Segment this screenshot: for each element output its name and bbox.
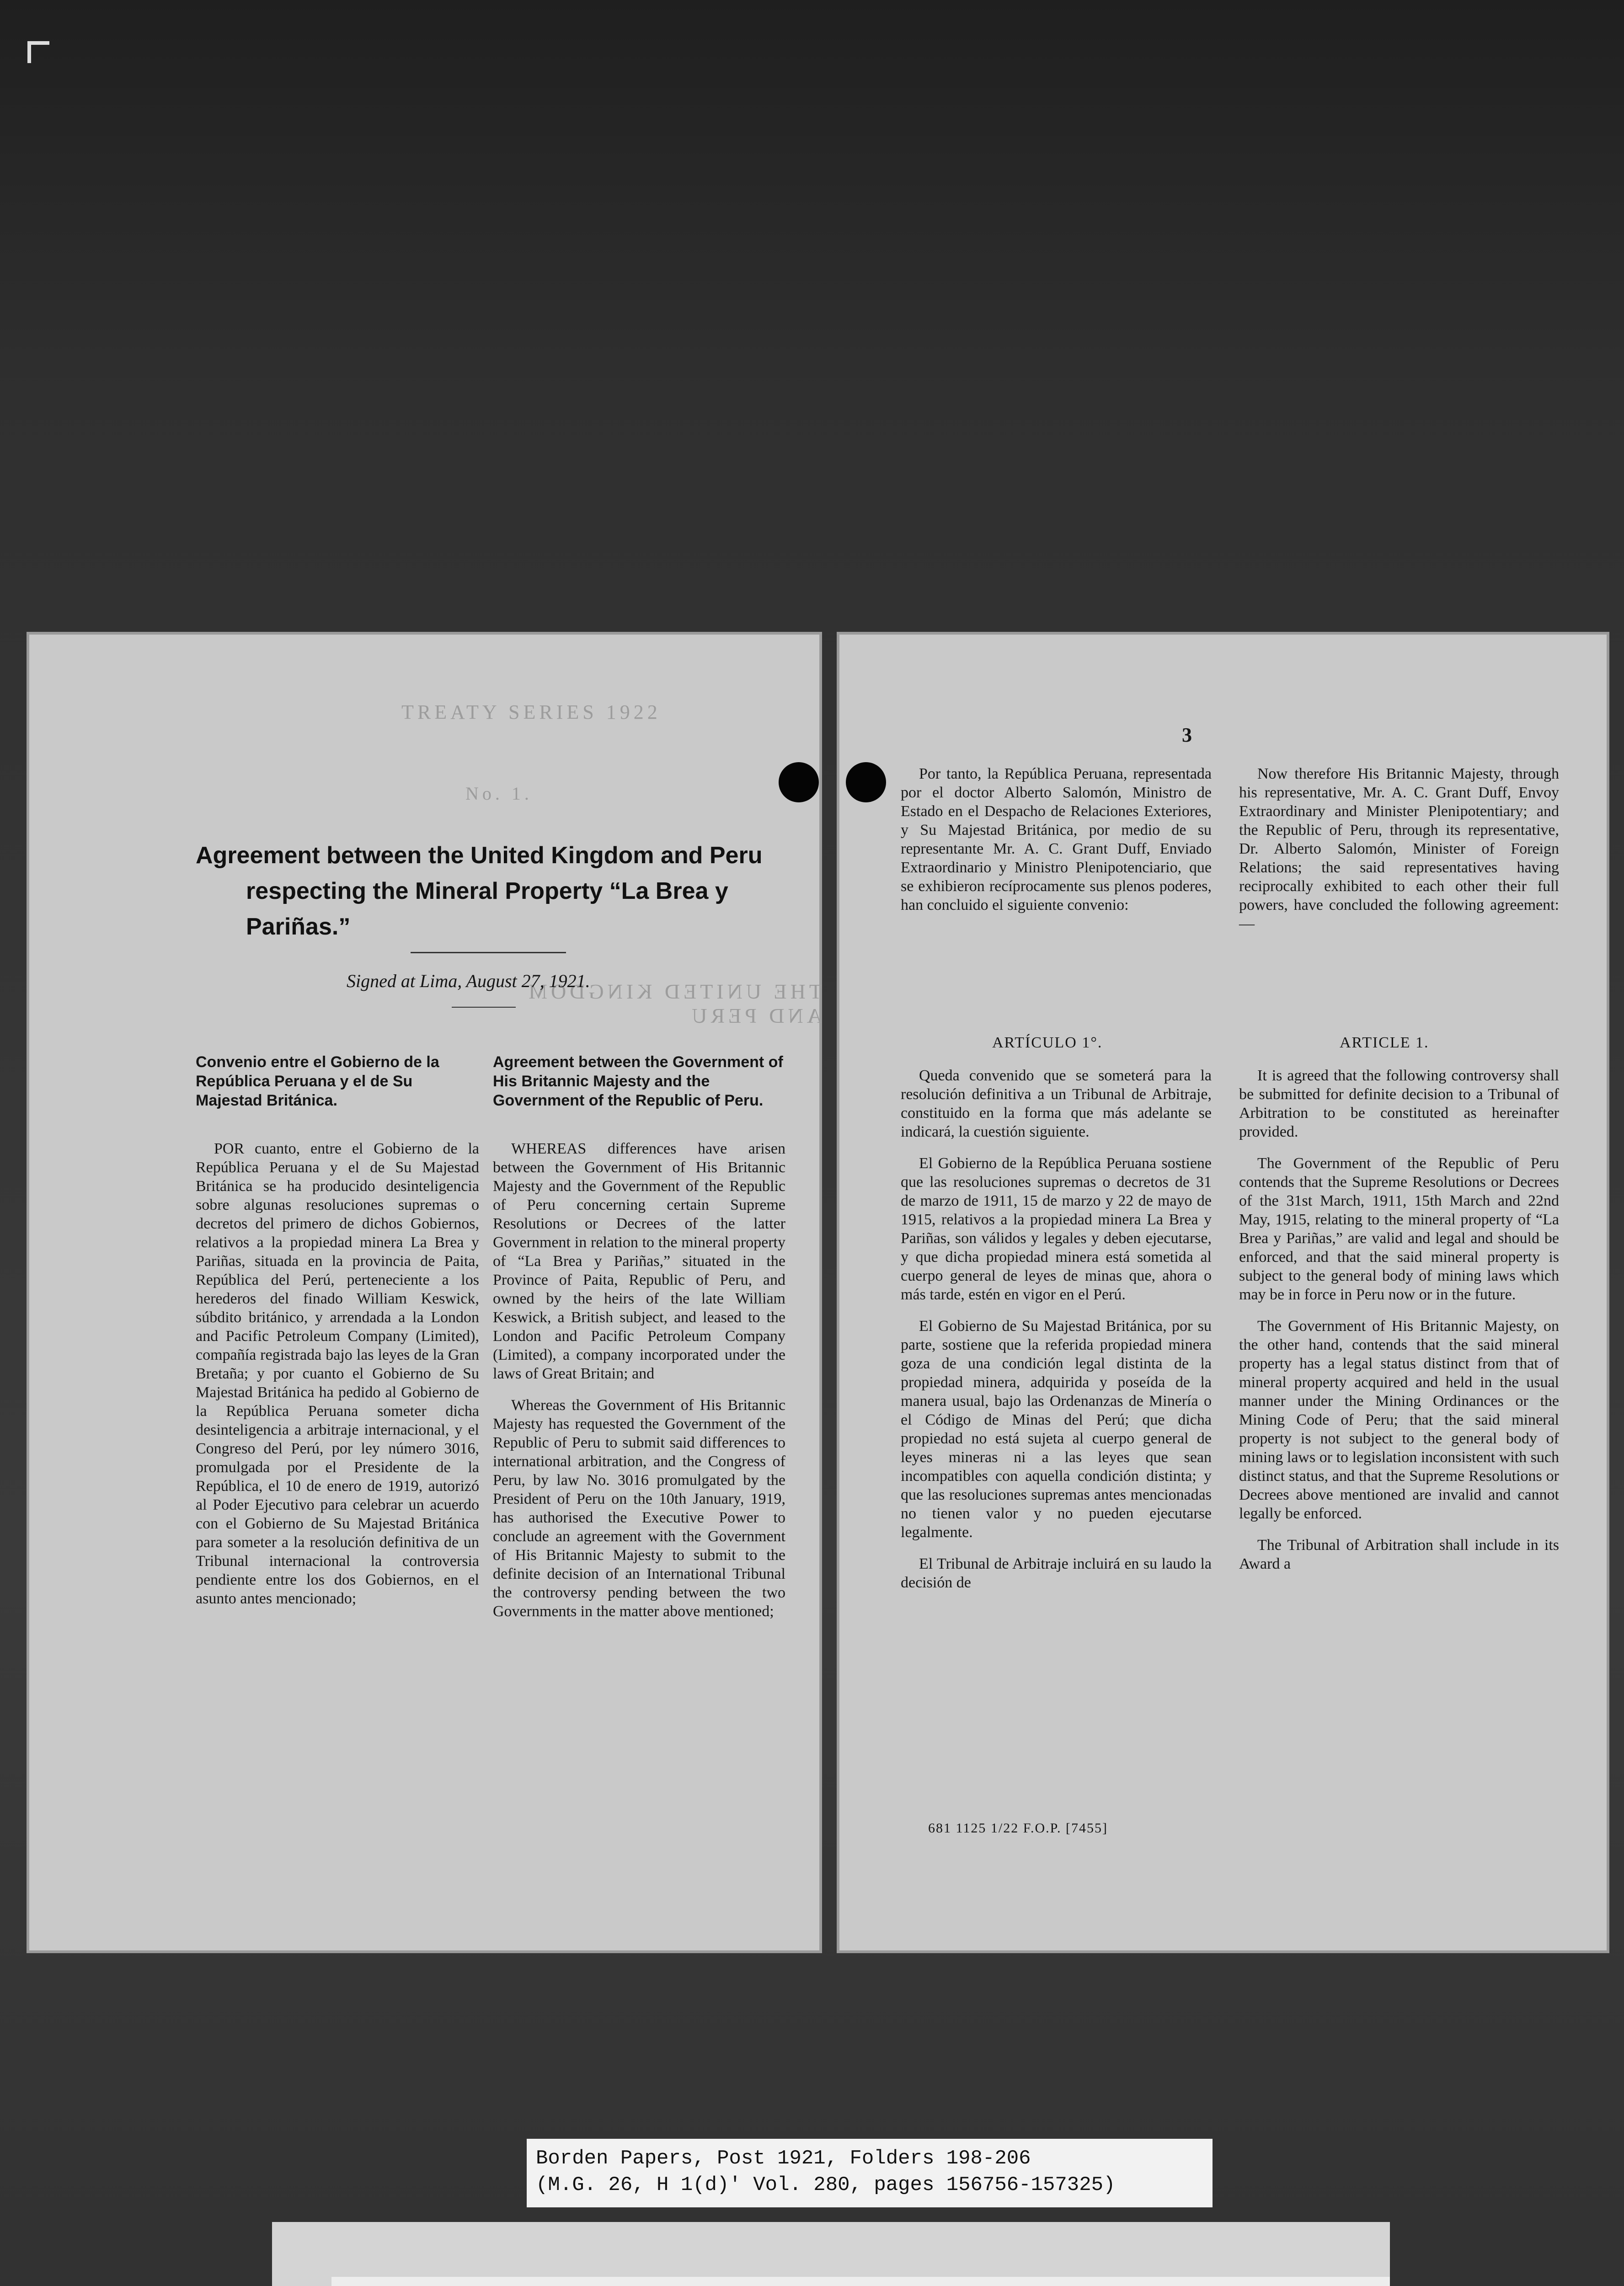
- spanish-article-p3: El Gobierno de Su Majestad Británica, por su parte, sostiene que la referida propiedad minera goza de una condición legal distinta de la propiedad minera, adquirida y poseída de la manera usual, bajo las Ordenanzas de Minería o el Código de Minas del Perú; que dicha propiedad no está sujeta al cuerpo general de leyes mineras ni a las leyes que sean incompatibles con aquella condición distinta; y que las resoluciones supremas antes mencionadas no tienen valor y no pueden ejecutarse legalmente.: [901, 1318, 1212, 1541]
- caption-line-2: (M.G. 26, H 1(d)' Vol. 280, pages 156756-157325): [536, 2174, 1116, 2196]
- english-preamble-1: WHEREAS differences have arisen between the Government of His Britannic Majesty and the Government of the Republic of Peru concerning certain Supreme Resolutions or Decrees of the latter Government in relation to the mineral property of “La Brea y Pariñas,” situated in the Province of Paita, Republic of Peru, and owned by the heirs of the late William Keswick, a British subject, and leased to the London and Pacific Petroleum Company (Limited), a company incorporated under the laws of Great Britain; and: [493, 1140, 785, 1382]
- archives-stamp: [272, 2222, 1390, 2286]
- english-intro-text: Now therefore His Britannic Majesty, through his representative, Mr. A. C. Grant Duff, Envoy Extraordinary and Minister Plenipotentiary; and the Republic of Peru, through its representative, Dr. Alberto Salomón, Minister of Foreign Relations; the said representatives having reciprocally exhibited to each other their full powers, have concluded the following agreement:—: [1239, 765, 1559, 932]
- left-page: [27, 632, 822, 1953]
- english-article-p4: The Tribunal of Arbitration shall include in its Award a: [1239, 1537, 1559, 1572]
- spanish-article-p1: Queda convenido que se someterá para la resolución definitiva a un Tribunal de Arbitraje, constituido en la forma que más adelante se indicará, la cuestión siguiente.: [901, 1067, 1212, 1140]
- spanish-article-p2: El Gobierno de la República Peruana sostiene que las resoluciones supremas o decretos de 31 de marzo de 1911, 15 de marzo y 22 de mayo de 1915, relativos a la propiedad minera La Brea y Pariñas, son válidos y legales y deben ejecutarse, y que dicha propiedad minera está sometida al cuerpo general de leyes de minas que, ahora o más tarde, estén en vigor en el Perú.: [901, 1155, 1212, 1303]
- spanish-intro-text: Por tanto, la República Peruana, representada por el doctor Alberto Salomón, Ministro de Estado en el Despacho de Relaciones Exteriores, y Su Majestad Británica, por medio de su representante Mr. A. C. Grant Duff, Enviado Extraordinario y Ministro Plenipotenciario, que se exhibieron recíprocamente sus plenos poderes, han concluido el siguiente convenio:: [901, 765, 1212, 913]
- english-article-text: [1239, 1066, 1559, 1586]
- signed-rule: [452, 1007, 516, 1008]
- spanish-article-heading: ARTÍCULO 1°.: [992, 1034, 1103, 1051]
- document-title: [196, 838, 817, 945]
- english-article-p3: The Government of His Britannic Majesty, on the other hand, contends that the said mineral property has a legal status distinct from that of mineral property acquired and held in the usual manner under the Mining Ordinances or the Mining Code of Peru; that the said mineral property is not subject to the general body of mining laws or to legislation inconsistent with such distinct status, and that the Supreme Resolutions or Decrees above mentioned are invalid and cannot legally be enforced.: [1239, 1318, 1559, 1522]
- right-page: [837, 632, 1609, 1953]
- spanish-article-text: [901, 1066, 1212, 1605]
- tape-strip-top: [272, 2222, 1390, 2277]
- english-column-heading: Agreement between the Government of His Britannic Majesty and the Government of the Republic of Peru.: [493, 1053, 783, 1109]
- caption-line-1: Borden Papers, Post 1921, Folders 198-206: [536, 2147, 1031, 2170]
- title-line-2: respecting the Mineral Property “La Brea y: [246, 878, 728, 904]
- signed-line: Signed at Lima, August 27, 1921.: [347, 971, 590, 991]
- archive-caption: [527, 2139, 1213, 2207]
- spanish-column-heading: Convenio entre el Gobierno de la República Peruana y el de Su Majestad Británica.: [196, 1053, 439, 1109]
- ghost-title: THE UNITED KINGDOM AND PERU: [525, 980, 822, 1027]
- film-corner-mark: [27, 41, 49, 63]
- punch-hole-left: [779, 762, 819, 802]
- english-preamble-2: Whereas the Government of His Britannic Majesty has requested the Government of the Republic of Peru to submit said differences to international arbitration, and the Congress of Peru, by law No. 3016 promulgated by the President of Peru on the 10th January, 1919, has authorised the Executive Power to conclude an agreement with the Government of His Britannic Majesty to submit to the definite decision of an International Tribunal the controversy pending between the two Governments in the matter above mentioned;: [493, 1397, 785, 1620]
- english-column-text: [493, 1139, 785, 1634]
- spanish-article-p4: El Tribunal de Arbitraje incluirá en su laudo la decisión de: [901, 1555, 1212, 1591]
- tape-strip-left: [272, 2222, 331, 2286]
- english-intro: [1239, 764, 1559, 946]
- ghost-number: No. 1.: [465, 783, 533, 804]
- ghost-header: TREATY SERIES 1922: [401, 701, 661, 723]
- title-rule: [411, 952, 566, 953]
- english-article-heading: ARTICLE 1.: [1340, 1034, 1429, 1051]
- title-line-1: Agreement between the United Kingdom and Peru: [196, 842, 763, 869]
- spanish-intro: [901, 764, 1212, 927]
- spanish-column-text: [196, 1139, 479, 1621]
- english-article-p2: The Government of the Republic of Peru contends that the Supreme Resolutions or Decrees of the 31st March, 1911, 15th March and 22nd May, 1915, relating to the mineral property of “La Brea y Pariñas,” are valid and legal and should be enforced, and that the said mineral property is subject to the general body of mining laws which may be in force in Peru now or in the future.: [1239, 1155, 1559, 1303]
- spanish-preamble: POR cuanto, entre el Gobierno de la República Peruana y el de Su Majestad Británica se ha producido desinteligencia sobre algunas resoluciones supremas o decretos del primero de dichos Gobiernos, relativos a la propiedad minera La Brea y Pariñas, situada en la provincia de Paita, República del Perú, perteneciente a los herederos del finado William Keswick, súbdito británico, y arrendada a la London and Pacific Petroleum Company (Limited), compañía registrada bajo las leyes de la Gran Bretaña; y por cuanto el Gobierno de Su Majestad Británica ha pedido al Gobierno de la República Peruana someter dicha desinteligencia a arbitraje internacional, y el Congreso del Perú, por ley número 3016, promulgada por el Presidente de la República, el 10 de enero de 1919, autorizó al Poder Ejecutivo para celebrar un acuerdo con el Gobierno de Su Majestad Británica para someter a la resolución definitiva de un Tribunal internacional la controversia pendiente entre los dos Gobiernos, en el asunto antes mencionado;: [196, 1140, 479, 1607]
- title-line-3: Pariñas.”: [246, 913, 351, 940]
- punch-hole-right: [846, 762, 886, 802]
- printer-imprint: 681 1125 1/22 F.O.P. [7455]: [928, 1821, 1108, 1836]
- english-article-p1: It is agreed that the following controversy shall be submitted for definite decision to a Tribunal of Arbitration to be constituted as hereinafter provided.: [1239, 1067, 1559, 1140]
- page-number: 3: [1182, 724, 1192, 746]
